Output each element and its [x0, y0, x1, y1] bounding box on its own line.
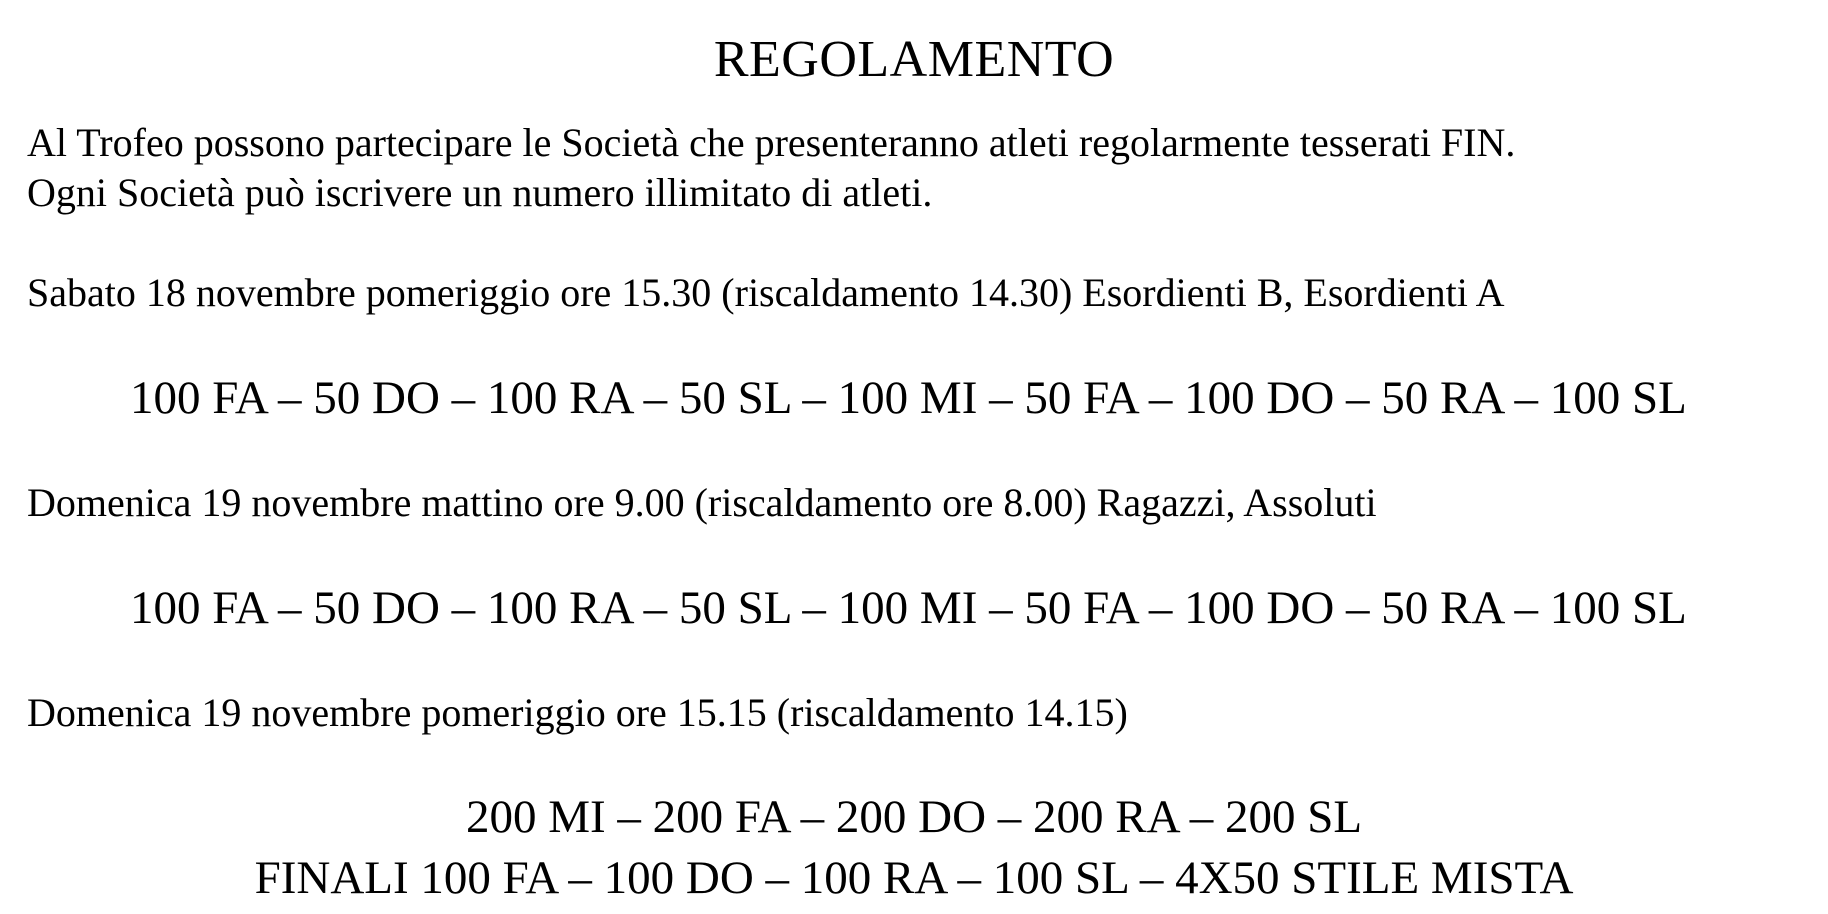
intro-line-2: Ogni Società può iscrivere un numero illimitato di atleti. — [27, 170, 933, 215]
session-2-heading: Domenica 19 novembre mattino ore 9.00 (riscaldamento ore 8.00) Ragazzi, Assoluti — [27, 480, 1377, 525]
document-title: REGOLAMENTO — [713, 31, 1115, 88]
session-2-events: 100 FA – 50 DO – 100 RA – 50 SL – 100 MI – 50 FA – 100 DO – 50 RA – 100 SL — [130, 582, 1687, 634]
intro-line-1: Al Trofeo possono partecipare le Società che presenteranno atleti regolarmente tesserati FIN. — [27, 120, 1516, 165]
session-3-events-line-2: FINALI 100 FA – 100 DO – 100 RA – 100 SL – 4X50 STILE MISTA — [254, 852, 1574, 904]
session-3-events-line-1: 200 MI – 200 FA – 200 DO – 200 RA – 200 SL — [465, 791, 1363, 843]
session-3-heading: Domenica 19 novembre pomeriggio ore 15.15 (riscaldamento 14.15) — [27, 690, 1128, 735]
session-1-heading: Sabato 18 novembre pomeriggio ore 15.30 (riscaldamento 14.30) Esordienti B, Esordienti A — [27, 270, 1505, 315]
session-1-events: 100 FA – 50 DO – 100 RA – 50 SL – 100 MI – 50 FA – 100 DO – 50 RA – 100 SL — [130, 372, 1687, 424]
